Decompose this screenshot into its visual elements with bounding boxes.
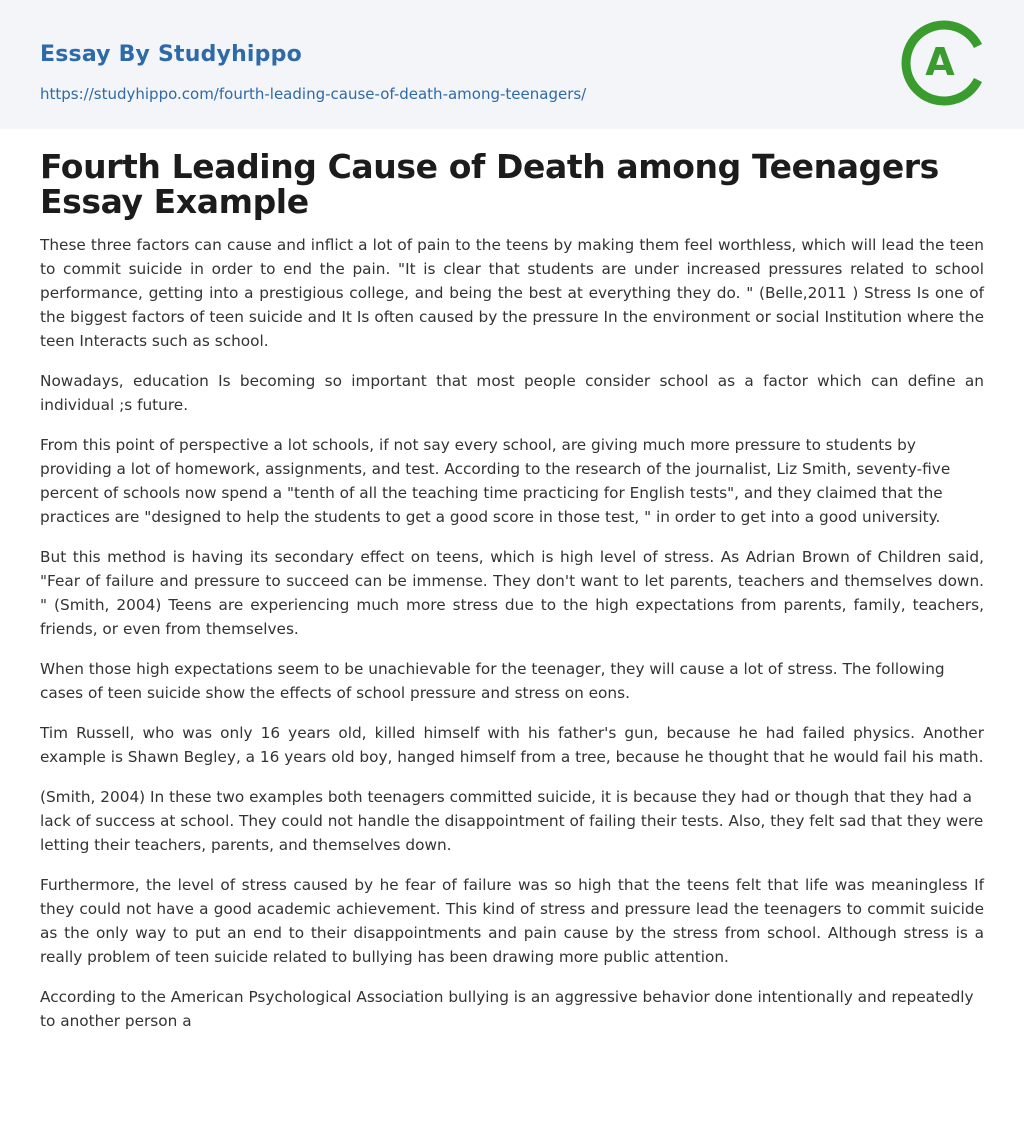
essay-paragraph: Furthermore, the level of stress caused by he fear of failure was so high that the teens felt that life was meaningless If they could not have a good academic achievement. This kind of stress and pressure lead the teenagers to commit suicide as the only way to put an end to their disappointments and pain cause by the stress from school. Although stress is a really problem of teen suicide related to bullying has been drawing more public attention. [40, 876, 984, 966]
site-title[interactable]: Essay By Studyhippo [40, 42, 302, 67]
essay-paragraph: From this point of perspective a lot schools, if not say every school, are giving much more pressure to students by providing a lot of homework, assignments, and test. According to the research of the journalist, Liz Smith, seventy-five percent of schools now spend a "tenth of all the teaching time practicing for English tests", and they claimed that the practices are "designed to help the students to get a good score in those test, " in order to get into a good university. [40, 436, 951, 526]
site-header [0, 0, 1024, 129]
essay-body [40, 233, 984, 1033]
studyhippo-logo[interactable] [898, 18, 988, 108]
essay-paragraph: Nowadays, education Is becoming so important that most people consider school as a factor which can define an individual ;s future. [40, 372, 984, 414]
essay-paragraph: According to the American Psychological Association bullying is an aggressive behavior done intentionally and repeatedly to another person a [40, 988, 974, 1030]
essay-paragraph: These three factors can cause and inflict a lot of pain to the teens by making them feel worthless, which will lead the teen to commit suicide in order to end the pain. "It is clear that students are under increased pressures related to school performance, getting into a prestigious college, and being the best at everything they do. " (Belle,2011 ) Stress Is one of the biggest factors of teen suicide and It Is often caused by the pressure In the environment or social Institution where the teen Interacts such as school. [40, 236, 984, 350]
essay-paragraph: Tim Russell, who was only 16 years old, killed himself with his father's gun, because he had failed physics. Another example is Shawn Begley, a 16 years old boy, hanged himself from a tree, because he thought that he would fail his math. [40, 724, 984, 766]
article [0, 149, 1024, 1033]
essay-paragraph: (Smith, 2004) In these two examples both teenagers committed suicide, it is because they had or though that they had a lack of success at school. They could not handle the disappointment of failing their tests. Also, they felt sad that they were letting their teachers, parents, and themselves down. [40, 788, 984, 854]
essay-paragraph: But this method is having its secondary effect on teens, which is high level of stress. As Adrian Brown of Children said, "Fear of failure and pressure to succeed can be immense. They don't want to let parents, teachers and themselves down. " (Smith, 2004) Teens are experiencing much more stress due to the high expectations from parents, family, teachers, friends, or even from themselves. [40, 548, 984, 638]
page-title: Fourth Leading Cause of Death among Teenagers Essay Example [40, 147, 939, 221]
logo-ring-icon [898, 18, 988, 108]
essay-paragraph: When those high expectations seem to be unachievable for the teenager, they will cause a lot of stress. The following cases of teen suicide show the effects of school pressure and stress on eons. [40, 660, 945, 702]
article-url-link[interactable]: https://studyhippo.com/fourth-leading-cause-of-death-among-teenagers/ [40, 85, 587, 103]
logo-letter: A [925, 40, 955, 84]
